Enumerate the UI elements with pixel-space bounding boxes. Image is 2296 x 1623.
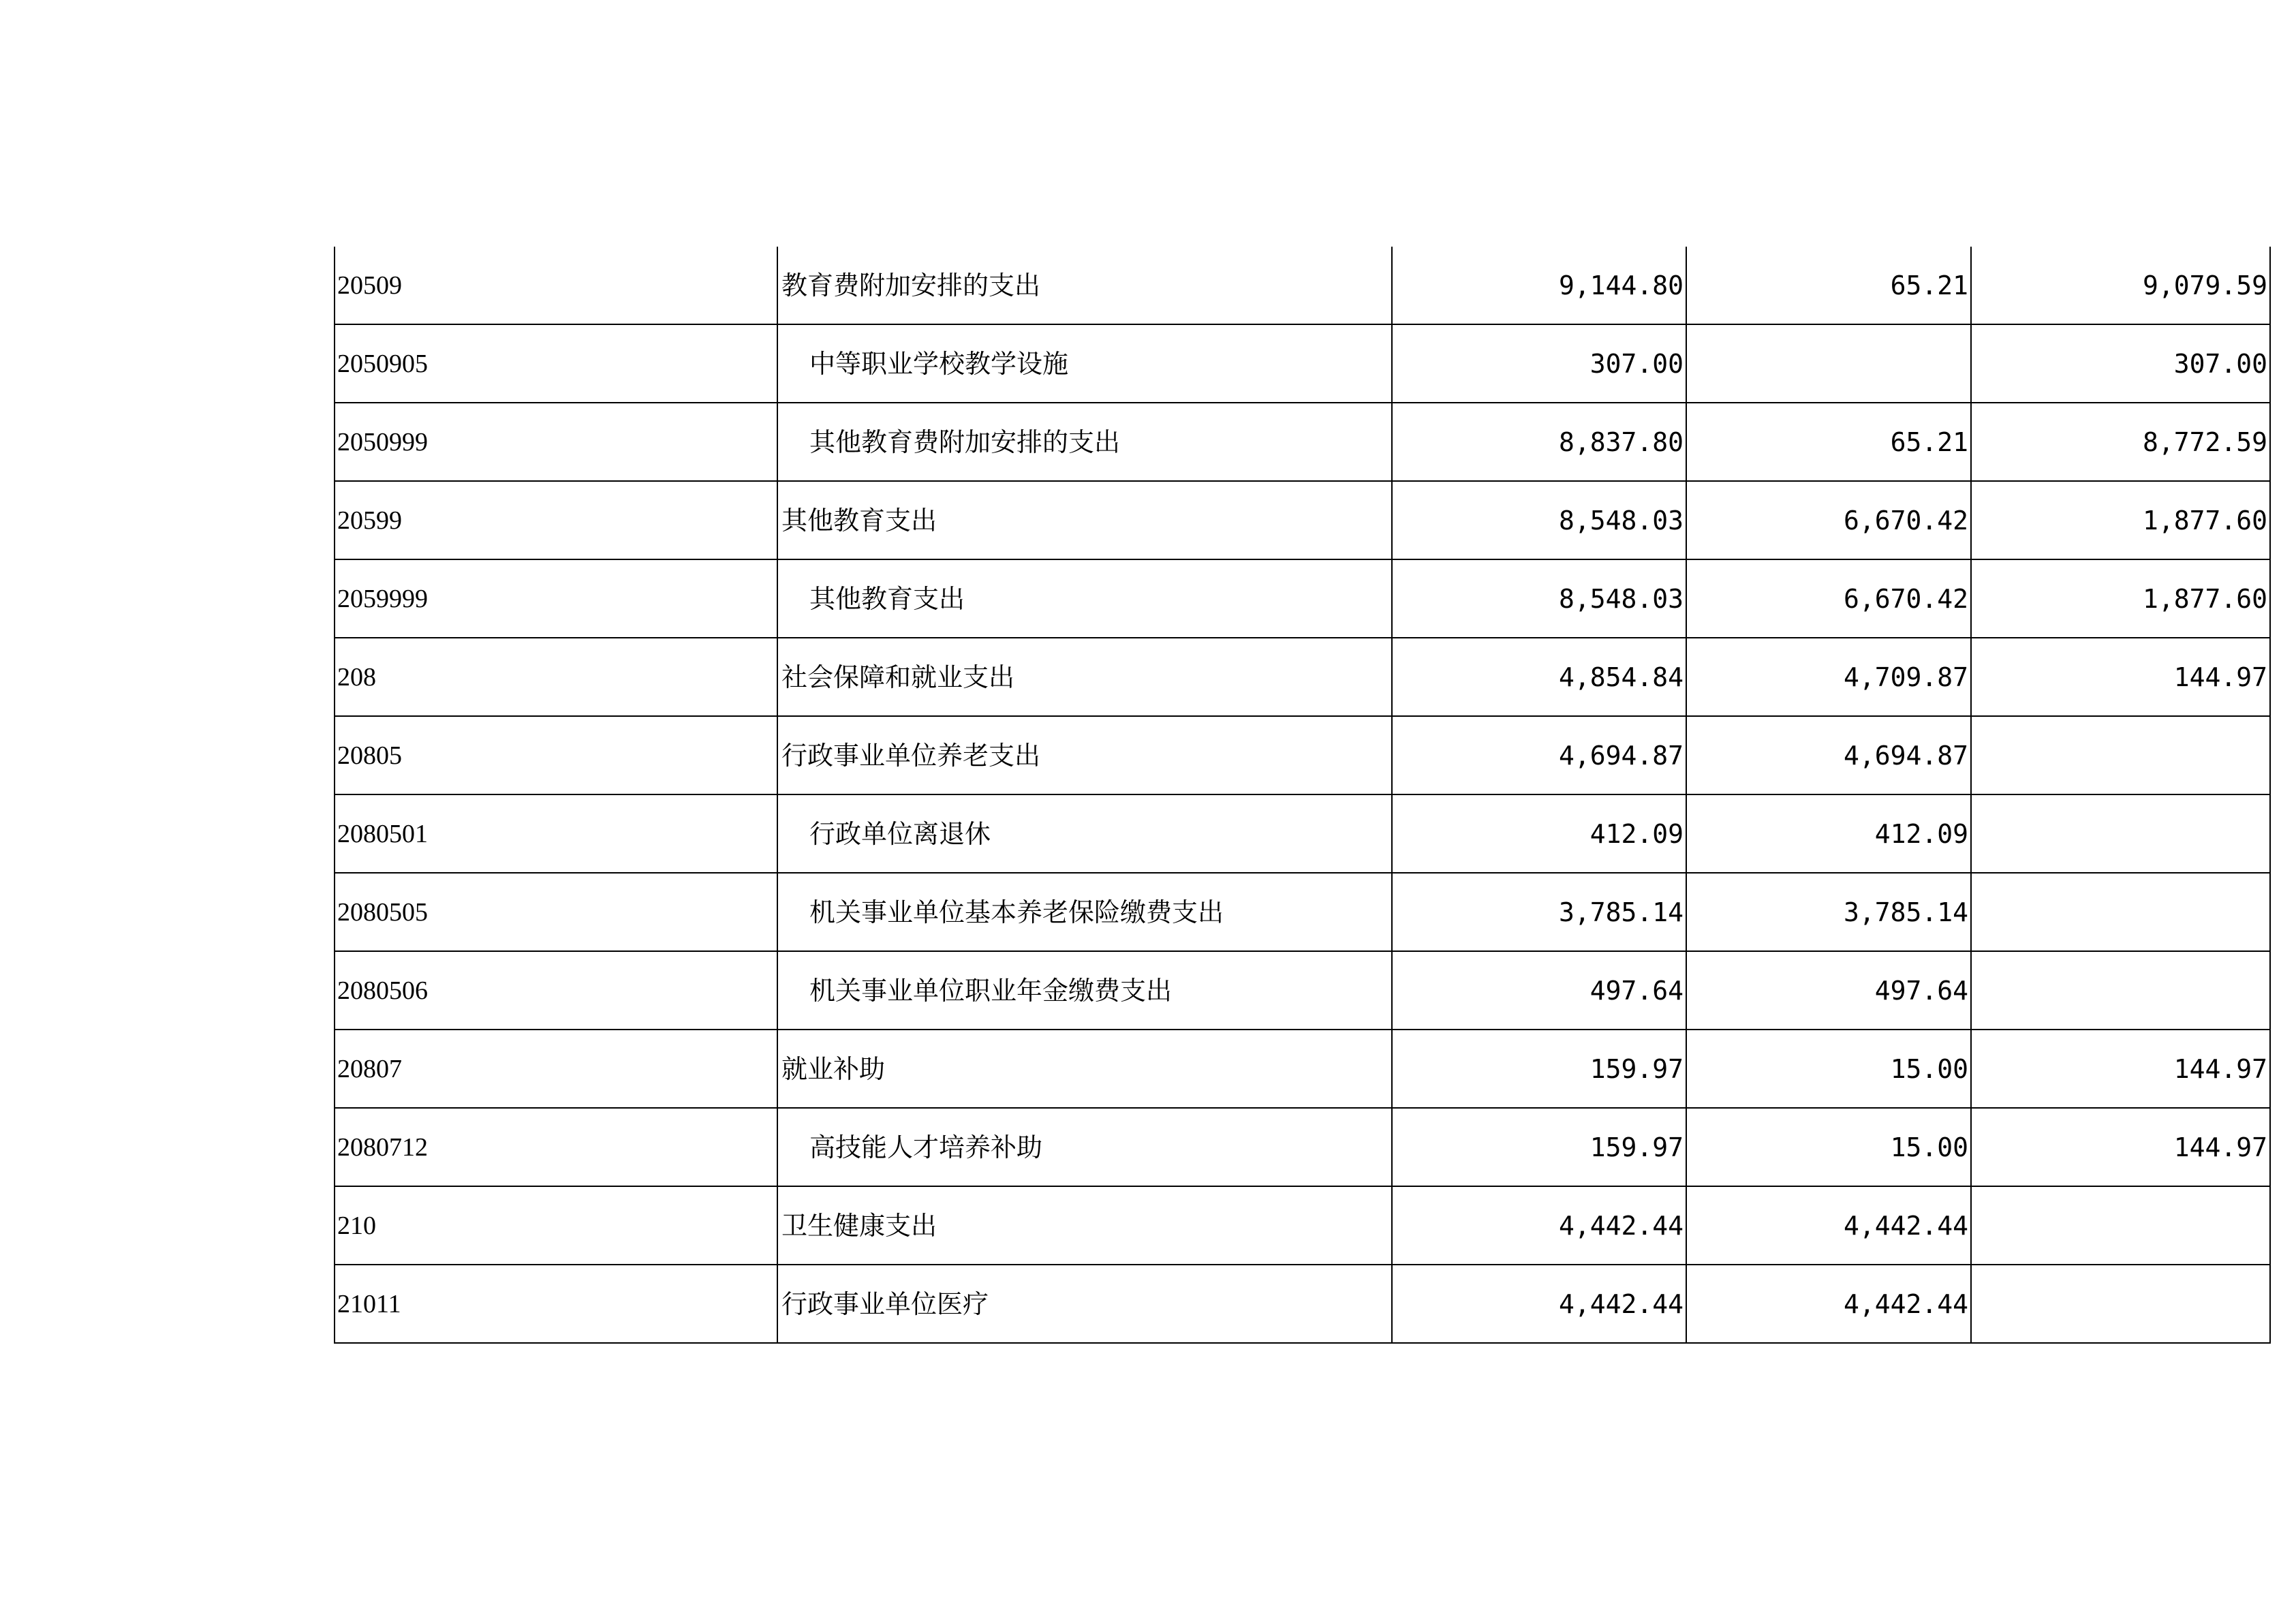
subject-code-cell: 20509 bbox=[335, 247, 777, 324]
basic-expenditure-cell: 4,709.87 bbox=[1686, 638, 1971, 716]
project-expenditure-cell bbox=[1971, 716, 2270, 794]
table-row bbox=[335, 559, 2270, 638]
project-expenditure-cell: 9,079.59 bbox=[1971, 247, 2270, 324]
subject-name-cell: 教育费附加安排的支出 bbox=[777, 247, 1392, 324]
subject-name-cell: 行政单位离退休 bbox=[777, 794, 1392, 873]
subject-name-cell: 社会保障和就业支出 bbox=[777, 638, 1392, 716]
table-row bbox=[335, 481, 2270, 559]
project-expenditure-cell bbox=[1971, 1186, 2270, 1265]
basic-expenditure-cell: 15.00 bbox=[1686, 1108, 1971, 1186]
project-expenditure-cell: 8,772.59 bbox=[1971, 403, 2270, 481]
subject-name-cell: 机关事业单位职业年金缴费支出 bbox=[777, 951, 1392, 1030]
subject-code-cell: 2080712 bbox=[335, 1108, 777, 1186]
basic-expenditure-cell: 3,785.14 bbox=[1686, 873, 1971, 951]
subject-name-cell: 其他教育支出 bbox=[777, 559, 1392, 638]
table-row bbox=[335, 794, 2270, 873]
total-amount-cell: 9,144.80 bbox=[1392, 247, 1686, 324]
total-amount-cell: 3,785.14 bbox=[1392, 873, 1686, 951]
total-amount-cell: 4,442.44 bbox=[1392, 1186, 1686, 1265]
project-expenditure-cell: 307.00 bbox=[1971, 324, 2270, 403]
subject-name-cell: 高技能人才培养补助 bbox=[777, 1108, 1392, 1186]
subject-name-cell: 中等职业学校教学设施 bbox=[777, 324, 1392, 403]
budget-table bbox=[334, 247, 2271, 1344]
table-row bbox=[335, 247, 2270, 324]
basic-expenditure-cell: 4,694.87 bbox=[1686, 716, 1971, 794]
basic-expenditure-cell: 65.21 bbox=[1686, 403, 1971, 481]
table-row bbox=[335, 403, 2270, 481]
basic-expenditure-cell: 497.64 bbox=[1686, 951, 1971, 1030]
subject-name-cell: 行政事业单位医疗 bbox=[777, 1265, 1392, 1343]
project-expenditure-cell bbox=[1971, 1265, 2270, 1343]
total-amount-cell: 4,694.87 bbox=[1392, 716, 1686, 794]
subject-code-cell: 20599 bbox=[335, 481, 777, 559]
basic-expenditure-cell: 6,670.42 bbox=[1686, 481, 1971, 559]
subject-code-cell: 2080506 bbox=[335, 951, 777, 1030]
subject-code-cell: 210 bbox=[335, 1186, 777, 1265]
basic-expenditure-cell: 412.09 bbox=[1686, 794, 1971, 873]
basic-expenditure-cell: 6,670.42 bbox=[1686, 559, 1971, 638]
total-amount-cell: 4,442.44 bbox=[1392, 1265, 1686, 1343]
basic-expenditure-cell bbox=[1686, 324, 1971, 403]
subject-code-cell: 2080501 bbox=[335, 794, 777, 873]
table-body bbox=[335, 247, 2270, 1343]
total-amount-cell: 8,548.03 bbox=[1392, 481, 1686, 559]
table-row bbox=[335, 1186, 2270, 1265]
total-amount-cell: 159.97 bbox=[1392, 1030, 1686, 1108]
total-amount-cell: 8,837.80 bbox=[1392, 403, 1686, 481]
subject-name-cell: 机关事业单位基本养老保险缴费支出 bbox=[777, 873, 1392, 951]
project-expenditure-cell bbox=[1971, 951, 2270, 1030]
subject-code-cell: 2080505 bbox=[335, 873, 777, 951]
subject-code-cell: 2050999 bbox=[335, 403, 777, 481]
table-row bbox=[335, 1108, 2270, 1186]
project-expenditure-cell bbox=[1971, 873, 2270, 951]
project-expenditure-cell bbox=[1971, 794, 2270, 873]
project-expenditure-cell: 1,877.60 bbox=[1971, 481, 2270, 559]
basic-expenditure-cell: 4,442.44 bbox=[1686, 1265, 1971, 1343]
basic-expenditure-cell: 65.21 bbox=[1686, 247, 1971, 324]
table-row bbox=[335, 638, 2270, 716]
subject-name-cell: 卫生健康支出 bbox=[777, 1186, 1392, 1265]
table-row bbox=[335, 873, 2270, 951]
subject-code-cell: 208 bbox=[335, 638, 777, 716]
project-expenditure-cell: 144.97 bbox=[1971, 1030, 2270, 1108]
table-row bbox=[335, 716, 2270, 794]
total-amount-cell: 4,854.84 bbox=[1392, 638, 1686, 716]
total-amount-cell: 8,548.03 bbox=[1392, 559, 1686, 638]
basic-expenditure-cell: 15.00 bbox=[1686, 1030, 1971, 1108]
total-amount-cell: 159.97 bbox=[1392, 1108, 1686, 1186]
table-row bbox=[335, 1030, 2270, 1108]
total-amount-cell: 307.00 bbox=[1392, 324, 1686, 403]
project-expenditure-cell: 1,877.60 bbox=[1971, 559, 2270, 638]
basic-expenditure-cell: 4,442.44 bbox=[1686, 1186, 1971, 1265]
subject-name-cell: 行政事业单位养老支出 bbox=[777, 716, 1392, 794]
subject-code-cell: 2059999 bbox=[335, 559, 777, 638]
project-expenditure-cell: 144.97 bbox=[1971, 638, 2270, 716]
subject-name-cell: 其他教育支出 bbox=[777, 481, 1392, 559]
project-expenditure-cell: 144.97 bbox=[1971, 1108, 2270, 1186]
subject-code-cell: 20805 bbox=[335, 716, 777, 794]
subject-code-cell: 20807 bbox=[335, 1030, 777, 1108]
table-row bbox=[335, 951, 2270, 1030]
total-amount-cell: 412.09 bbox=[1392, 794, 1686, 873]
subject-name-cell: 其他教育费附加安排的支出 bbox=[777, 403, 1392, 481]
total-amount-cell: 497.64 bbox=[1392, 951, 1686, 1030]
table-row bbox=[335, 1265, 2270, 1343]
subject-code-cell: 21011 bbox=[335, 1265, 777, 1343]
table-row bbox=[335, 324, 2270, 403]
subject-name-cell: 就业补助 bbox=[777, 1030, 1392, 1108]
subject-code-cell: 2050905 bbox=[335, 324, 777, 403]
